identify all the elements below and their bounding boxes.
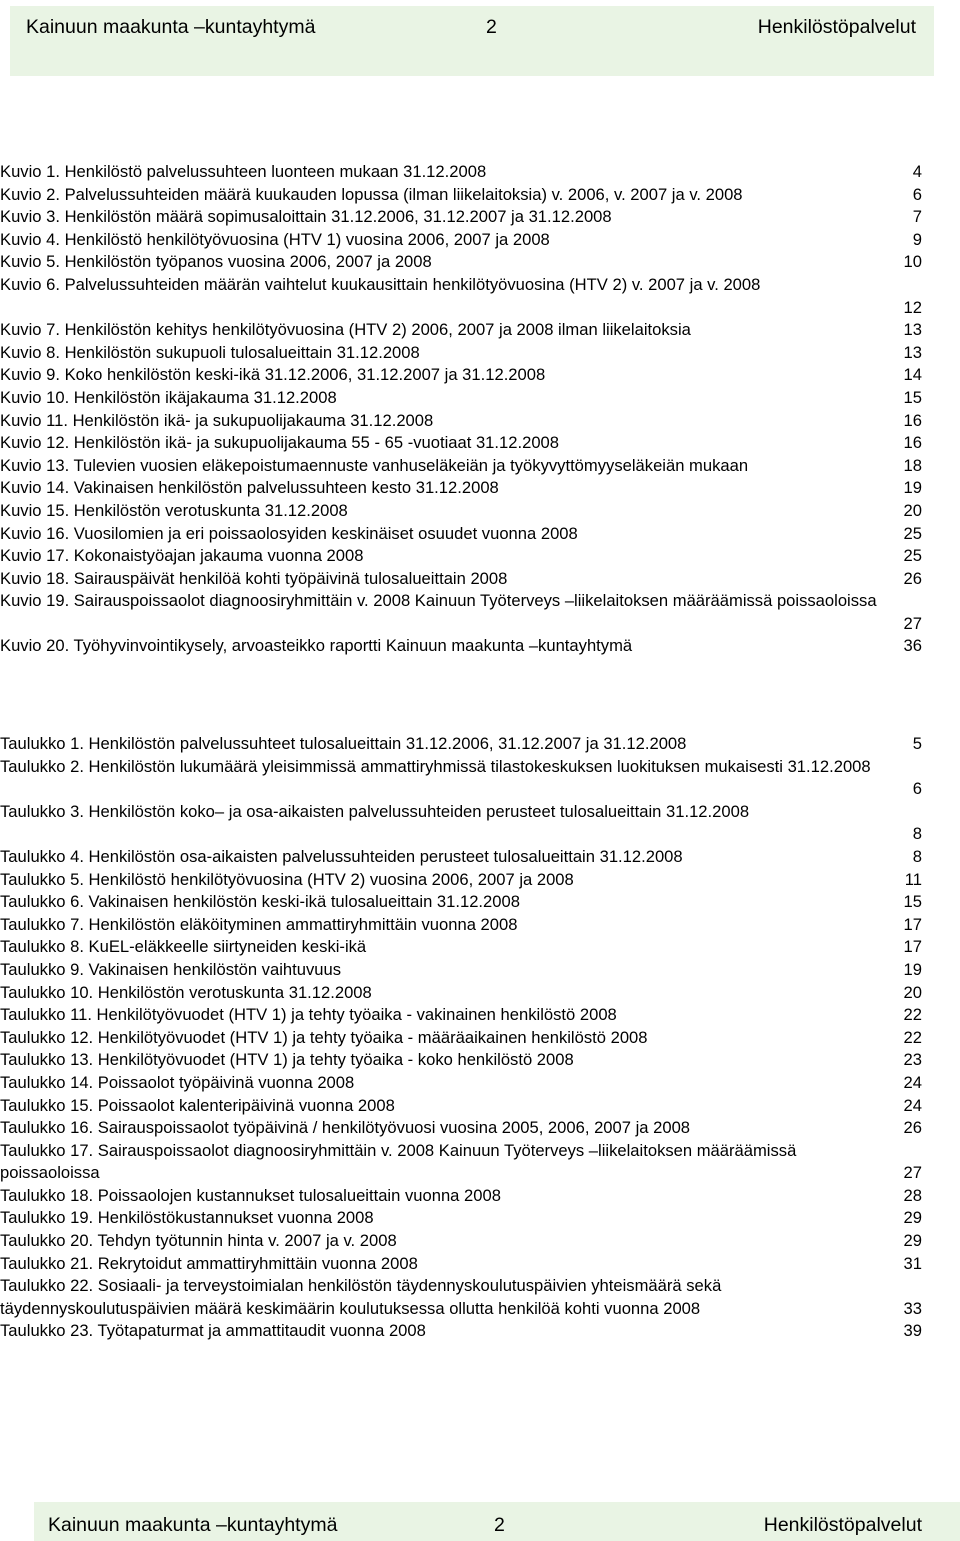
table-entry[interactable]: [0, 891, 960, 914]
header-page-number: 2: [486, 16, 497, 38]
table-entry-page: 29: [903, 1231, 922, 1251]
footer-page-number: 2: [494, 1514, 505, 1536]
table-entry-title: Taulukko 8. KuEL-eläkkeelle siirtyneiden keski-ikä: [0, 937, 367, 957]
figure-entry-page: 19: [903, 478, 922, 498]
figure-entry-title: Kuvio 2. Palvelussuhteiden määrä kuukauden lopussa (ilman liikelaitoksia) v. 2006, v. 2007 ja v. 2008: [0, 184, 743, 204]
figure-entry[interactable]: [0, 274, 960, 319]
figure-entry-page: 27: [903, 613, 922, 633]
table-entry[interactable]: [0, 1230, 960, 1253]
figure-entry[interactable]: [0, 251, 960, 274]
page-footer: [34, 1502, 960, 1541]
table-entry-page: 31: [903, 1253, 922, 1273]
figure-entry[interactable]: [0, 523, 960, 546]
table-entry[interactable]: [0, 1027, 960, 1050]
figure-entry-page: 9: [912, 229, 922, 249]
table-entry-title: Taulukko 5. Henkilöstö henkilötyövuosina (HTV 2) vuosina 2006, 2007 ja 2008: [0, 869, 574, 889]
table-entry[interactable]: [0, 1004, 960, 1027]
table-entry[interactable]: [0, 1117, 960, 1140]
table-entry-page: 22: [903, 1005, 922, 1025]
table-entry-page: 19: [903, 959, 922, 979]
table-entry[interactable]: [0, 1275, 960, 1320]
figure-entry[interactable]: [0, 545, 960, 568]
figure-entry-title: Kuvio 4. Henkilöstö henkilötyövuosina (HTV 1) vuosina 2006, 2007 ja 2008: [0, 229, 550, 249]
footer-organization: Kainuun maakunta –kuntayhtymä: [48, 1514, 338, 1536]
figure-entry-title: Kuvio 19. Sairauspoissaolot diagnoosiryhmittäin v. 2008 Kainuun Työterveys –liikelaitoksen määräämissä poissaoloissa: [0, 591, 877, 611]
table-entry-title: Taulukko 16. Sairauspoissaolot työpäivinä / henkilötyövuosi vuosina 2005, 2006, 2007 ja 2008: [0, 1118, 691, 1138]
figure-entry[interactable]: [0, 455, 960, 478]
table-entry-page: 17: [903, 914, 922, 934]
table-entry[interactable]: [0, 801, 960, 846]
table-entry-page: 39: [903, 1321, 922, 1341]
figure-entry-page: 36: [903, 636, 922, 656]
figure-entry-title: Kuvio 15. Henkilöstön verotuskunta 31.12.2008: [0, 500, 348, 520]
table-entry-title: Taulukko 10. Henkilöstön verotuskunta 31.12.2008: [0, 982, 372, 1002]
table-entry-title: Taulukko 15. Poissaolot kalenteripäivinä vuonna 2008: [0, 1095, 395, 1115]
table-entry-page: 23: [903, 1050, 922, 1070]
table-entry[interactable]: [0, 982, 960, 1005]
table-entry[interactable]: [0, 1207, 960, 1230]
figure-entry[interactable]: [0, 206, 960, 229]
figure-entry-title: Kuvio 17. Kokonaistyöajan jakauma vuonna 2008: [0, 546, 364, 566]
figure-entry[interactable]: [0, 635, 960, 658]
figure-entry-page: 25: [903, 523, 922, 543]
table-entry-title: Taulukko 22. Sosiaali- ja terveystoimialan henkilöstön täydennyskoulutuspäivien yhteismäärä sekä täydennyskoulutuspäivien määrä keskimäärin koulutuksessa ollutta henkilöä kohti vuonna 2008: [0, 1276, 722, 1318]
figure-entry[interactable]: [0, 432, 960, 455]
figure-entry-page: 13: [903, 342, 922, 362]
figure-entry-page: 16: [903, 433, 922, 453]
figure-entry-page: 4: [912, 162, 922, 181]
table-entry-page: 20: [903, 982, 922, 1002]
table-entry-page: 26: [903, 1118, 922, 1138]
table-list: [0, 733, 960, 1343]
footer-department: Henkilöstöpalvelut: [763, 1514, 922, 1536]
table-entry-title: Taulukko 13. Henkilötyövuodet (HTV 1) ja tehty työaika - koko henkilöstö 2008: [0, 1050, 574, 1070]
figure-entry[interactable]: [0, 477, 960, 500]
table-entry-title: Taulukko 18. Poissaolojen kustannukset tulosalueittain vuonna 2008: [0, 1185, 501, 1205]
figure-entry-page: 15: [903, 387, 922, 407]
table-entry-title: Taulukko 3. Henkilöstön koko– ja osa-aikaisten palvelussuhteiden perusteet tulosalueittain 31.12.2008: [0, 801, 750, 821]
table-entry[interactable]: [0, 1049, 960, 1072]
figure-entry-title: Kuvio 13. Tulevien vuosien eläkepoistumaennuste vanhuseläkeiän ja työkyvyttömyyseläkeiän mukaan: [0, 455, 749, 475]
table-entry-title: Taulukko 20. Tehdyn työtunnin hinta v. 2007 ja v. 2008: [0, 1231, 397, 1251]
figure-entry-title: Kuvio 3. Henkilöstön määrä sopimusaloittain 31.12.2006, 31.12.2007 ja 31.12.2008: [0, 207, 612, 227]
table-entry-title: Taulukko 1. Henkilöstön palvelussuhteet tulosalueittain 31.12.2006, 31.12.2007 ja 31.12.2008: [0, 734, 687, 753]
table-entry-title: Taulukko 2. Henkilöstön lukumäärä yleisimmissä ammattiryhmissä tilastokeskuksen luokituksen mukaisesti 31.12.2008: [0, 756, 871, 776]
figure-entry-title: Kuvio 12. Henkilöstön ikä- ja sukupuolijakauma 55 - 65 -vuotiaat 31.12.2008: [0, 433, 560, 453]
figure-entry-title: Kuvio 18. Sairauspäivät henkilöä kohti työpäivinä tulosalueittain 2008: [0, 568, 508, 588]
figure-entry[interactable]: [0, 319, 960, 342]
table-entry-page: 24: [903, 1095, 922, 1115]
table-entry-title: Taulukko 6. Vakinaisen henkilöstön keski-ikä tulosalueittain 31.12.2008: [0, 892, 520, 912]
figure-entry[interactable]: [0, 364, 960, 387]
table-entry[interactable]: [0, 914, 960, 937]
figure-entry-page: 12: [903, 297, 922, 317]
table-entry[interactable]: [0, 869, 960, 892]
table-entry-title: Taulukko 12. Henkilötyövuodet (HTV 1) ja tehty työaika - määräaikainen henkilöstö 2008: [0, 1027, 648, 1047]
table-entry[interactable]: [0, 846, 960, 869]
figure-entry-page: 7: [912, 207, 922, 227]
figure-entry-title: Kuvio 14. Vakinaisen henkilöstön palvelussuhteen kesto 31.12.2008: [0, 478, 499, 498]
figure-entry-page: 25: [903, 546, 922, 566]
table-entry-page: 28: [903, 1185, 922, 1205]
figure-entry[interactable]: [0, 342, 960, 365]
figure-entry-title: Kuvio 10. Henkilöstön ikäjakauma 31.12.2008: [0, 387, 337, 407]
header-organization: Kainuun maakunta –kuntayhtymä: [26, 16, 316, 38]
figure-entry-title: Kuvio 1. Henkilöstö palvelussuhteen luonteen mukaan 31.12.2008: [0, 162, 487, 181]
table-entry-title: Taulukko 19. Henkilöstökustannukset vuonna 2008: [0, 1208, 374, 1228]
table-entry[interactable]: [0, 1072, 960, 1095]
table-entry-page: 22: [903, 1027, 922, 1047]
table-entry[interactable]: [0, 1140, 960, 1185]
figure-entry-page: 20: [903, 500, 922, 520]
figure-entry-title: Kuvio 16. Vuosilomien ja eri poissaolosyiden keskinäiset osuudet vuonna 2008: [0, 523, 578, 543]
figure-entry[interactable]: [0, 184, 960, 207]
figure-entry-page: 26: [903, 568, 922, 588]
figure-entry[interactable]: [0, 590, 960, 635]
figure-entry-title: Kuvio 6. Palvelussuhteiden määrän vaihtelut kuukausittain henkilötyövuosina (HTV 2) v. 2007 ja v. 2008: [0, 274, 761, 294]
figure-entry-title: Kuvio 11. Henkilöstön ikä- ja sukupuolijakauma 31.12.2008: [0, 410, 434, 430]
figure-entry[interactable]: [0, 410, 960, 433]
table-entry-title: Taulukko 14. Poissaolot työpäivinä vuonna 2008: [0, 1072, 355, 1092]
figure-entry[interactable]: [0, 568, 960, 591]
table-entry[interactable]: [0, 756, 960, 801]
header-department: Henkilöstöpalvelut: [757, 16, 916, 38]
table-entry-page: 6: [912, 779, 922, 799]
figure-entry-page: 13: [903, 320, 922, 340]
table-entry-page: 17: [903, 937, 922, 957]
table-entry-page: 5: [912, 734, 922, 753]
figure-entry-page: 10: [903, 252, 922, 272]
figure-entry[interactable]: [0, 387, 960, 410]
figure-entry-page: 14: [903, 365, 922, 385]
table-entry-page: 8: [912, 824, 922, 844]
figure-entry-page: 6: [912, 184, 922, 204]
figure-entry-title: Kuvio 5. Henkilöstön työpanos vuosina 2006, 2007 ja 2008: [0, 252, 432, 272]
table-entry-title: Taulukko 17. Sairauspoissaolot diagnoosiryhmittäin v. 2008 Kainuun Työterveys –liikelaitoksen määräämissä poissaoloissa: [0, 1140, 797, 1183]
table-entry-page: 8: [912, 846, 922, 866]
figure-entry[interactable]: [0, 161, 960, 184]
table-entry[interactable]: [0, 936, 960, 959]
figure-entry-title: Kuvio 20. Työhyvinvointikysely, arvoasteikko raportti Kainuun maakunta –kuntayhtymä: [0, 636, 633, 656]
table-entry-title: Taulukko 4. Henkilöstön osa-aikaisten palvelussuhteiden perusteet tulosalueittain 31.12.2008: [0, 846, 683, 866]
table-entry[interactable]: [0, 959, 960, 982]
table-entry[interactable]: [0, 733, 960, 756]
table-entry-title: Taulukko 11. Henkilötyövuodet (HTV 1) ja tehty työaika - vakinainen henkilöstö 2008: [0, 1005, 617, 1025]
table-entry-page: 27: [903, 1163, 922, 1183]
figure-entry[interactable]: [0, 229, 960, 252]
table-entry[interactable]: [0, 1320, 960, 1343]
table-entry-title: Taulukko 7. Henkilöstön eläköityminen ammattiryhmittäin vuonna 2008: [0, 914, 518, 934]
table-entry-title: Taulukko 21. Rekrytoidut ammattiryhmittäin vuonna 2008: [0, 1253, 418, 1273]
table-entry[interactable]: [0, 1185, 960, 1208]
table-entry-page: 29: [903, 1208, 922, 1228]
table-entry-page: 15: [903, 892, 922, 912]
table-entry-page: 24: [903, 1072, 922, 1092]
figure-entry-title: Kuvio 7. Henkilöstön kehitys henkilötyövuosina (HTV 2) 2006, 2007 ja 2008 ilman liikelaitoksia: [0, 320, 691, 340]
table-entry-title: Taulukko 23. Työtapaturmat ja ammattitaudit vuonna 2008: [0, 1321, 426, 1341]
figure-entry-title: Kuvio 9. Koko henkilöstön keski-ikä 31.12.2006, 31.12.2007 ja 31.12.2008: [0, 365, 546, 385]
figure-list: [0, 161, 960, 658]
figure-entry-page: 16: [903, 410, 922, 430]
table-entry[interactable]: [0, 1253, 960, 1276]
table-entry-title: Taulukko 9. Vakinaisen henkilöstön vaihtuvuus: [0, 959, 341, 979]
page-header: [10, 6, 934, 76]
table-entry-page: 33: [903, 1298, 922, 1318]
figure-entry[interactable]: [0, 500, 960, 523]
table-entry-page: 11: [904, 869, 922, 889]
table-entry[interactable]: [0, 1095, 960, 1118]
figure-entry-page: 18: [903, 455, 922, 475]
figure-entry-title: Kuvio 8. Henkilöstön sukupuoli tulosalueittain 31.12.2008: [0, 342, 420, 362]
